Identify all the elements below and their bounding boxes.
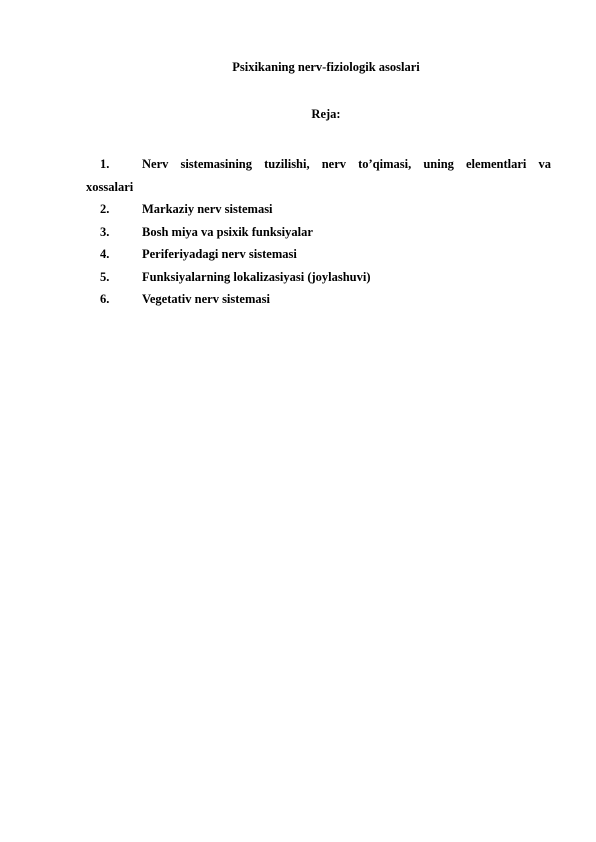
plan-item-text: Periferiyadagi nerv sistemasi xyxy=(142,247,297,261)
plan-item-text xyxy=(86,153,551,198)
plan-item xyxy=(86,288,551,311)
plan-item-number: 3. xyxy=(100,224,110,239)
plan-item-number: 6. xyxy=(100,292,110,306)
document-title: Psixikaning nerv-fiziologik asoslari xyxy=(232,60,420,74)
plan-list xyxy=(86,153,551,311)
plan-item xyxy=(86,243,551,266)
plan-heading: Reja: xyxy=(311,107,341,121)
plan-item-number: 2. xyxy=(100,202,110,216)
plan-item-text: Funksiyalarning lokalizasiyasi (joylashuvi) xyxy=(142,269,371,284)
plan-item-number: 5. xyxy=(100,269,110,284)
plan-item-text: Bosh miya va psixik funksiyalar xyxy=(142,224,313,239)
plan-item-text: Markaziy nerv sistemasi xyxy=(142,202,273,216)
plan-item-number: 1. xyxy=(100,157,110,171)
plan-item xyxy=(86,153,551,198)
plan-item-text-line1: Nerv sistemasining tuzilishi, nerv to’qimasi, uning elementlari va xyxy=(142,157,551,171)
plan-item-number: 4. xyxy=(100,247,110,261)
plan-item xyxy=(86,266,551,289)
plan-item-text: Vegetativ nerv sistemasi xyxy=(142,292,270,306)
plan-item-text-line2: xossalari xyxy=(86,179,134,194)
plan-item xyxy=(86,198,551,221)
plan-item xyxy=(86,221,551,244)
